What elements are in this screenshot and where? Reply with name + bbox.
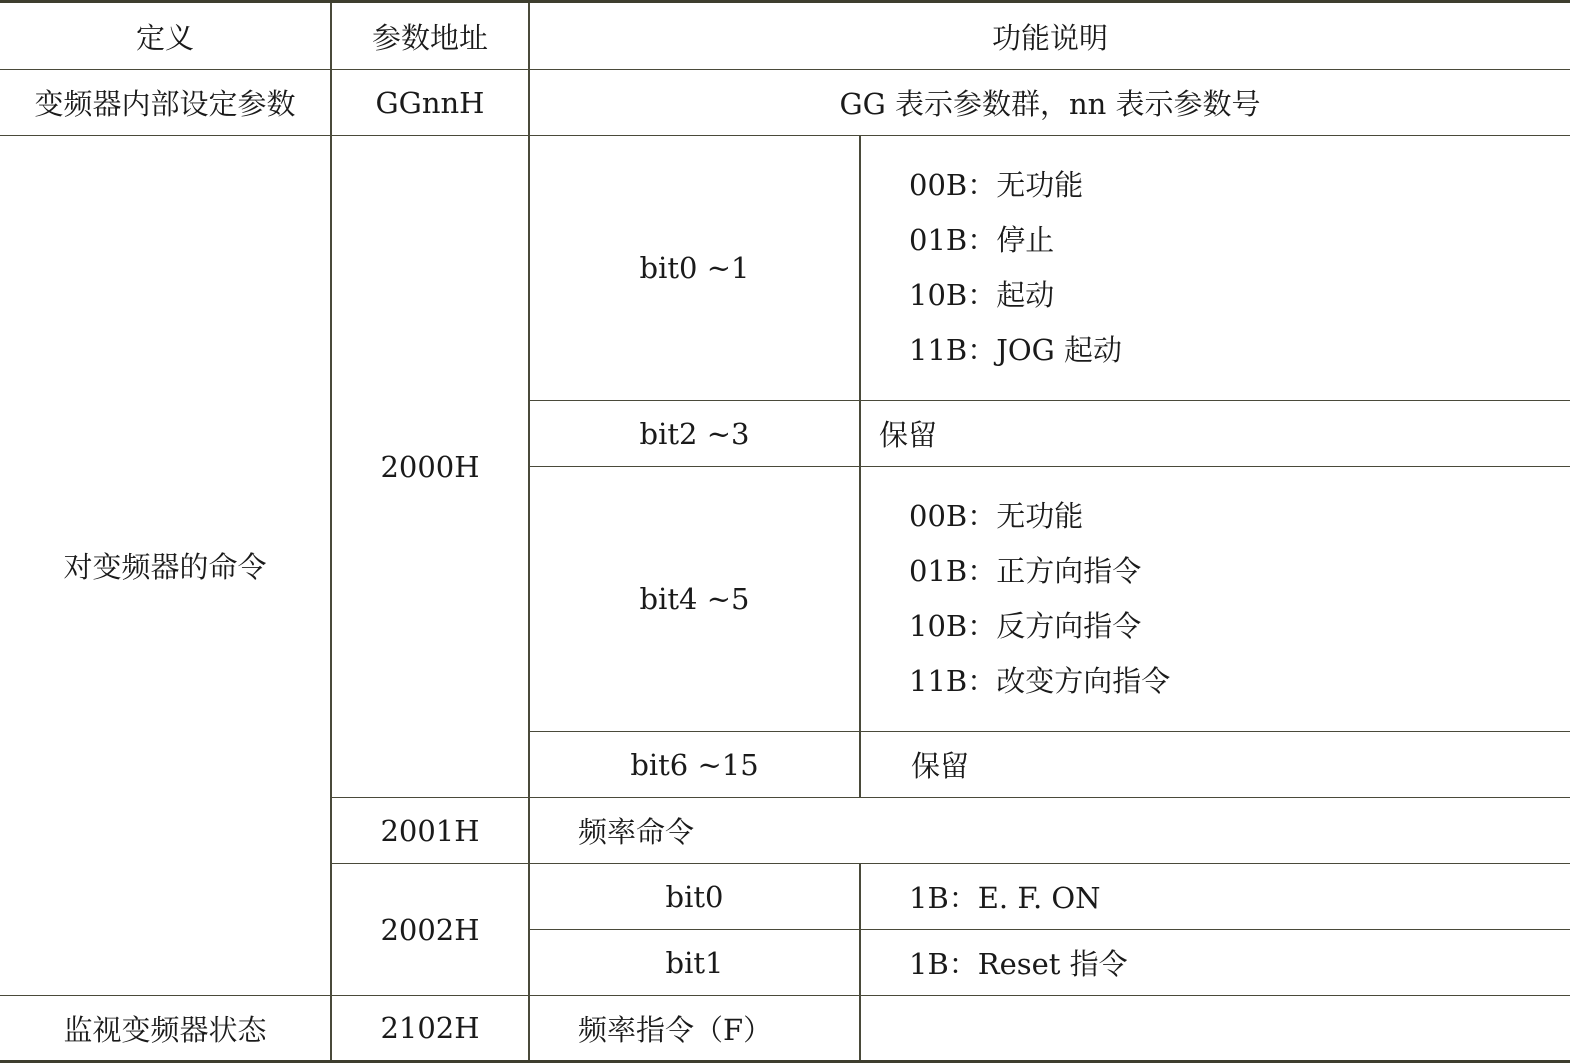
bit1-description: 1B：Reset 指令	[860, 930, 1570, 996]
bit-label-6-15: bit6 ~15	[529, 732, 860, 798]
row-internal-params	[0, 70, 1570, 136]
bit4-5-description	[860, 467, 1570, 732]
header-definition: 定义	[0, 2, 331, 70]
bit0-1-line-00b: 00B：无功能	[909, 168, 1084, 202]
row-bit0-1	[0, 136, 1570, 401]
frequency-instruction: 频率指令（F）	[529, 996, 860, 1062]
address-ggnnh: GGnnH	[331, 70, 529, 136]
header-row	[0, 2, 1570, 70]
bit6-15-description: 保留	[860, 732, 1570, 798]
bit0-1-description	[860, 136, 1570, 401]
bit0-description: 1B：E. F. ON	[860, 864, 1570, 930]
monitor-empty-cell	[860, 996, 1570, 1062]
header-function: 功能说明	[529, 2, 1570, 70]
bit0-1-line-11b: 11B：JOG 起动	[909, 333, 1122, 367]
bit0-1-lines	[909, 158, 1122, 378]
bit4-5-line-11b: 11B：改变方向指令	[909, 664, 1171, 698]
bit-label-0-1: bit0 ~1	[529, 136, 860, 401]
address-2102h: 2102H	[331, 996, 529, 1062]
address-2000h: 2000H	[331, 136, 529, 798]
bit-label-0: bit0	[529, 864, 860, 930]
frequency-command: 频率命令	[529, 798, 1570, 864]
address-2002h: 2002H	[331, 864, 529, 996]
bit2-3-description: 保留	[860, 401, 1570, 467]
bit4-5-line-10b: 10B：反方向指令	[909, 609, 1142, 643]
address-2001h: 2001H	[331, 798, 529, 864]
bit0-1-line-01b: 01B：停止	[909, 223, 1055, 257]
bit0-1-line-10b: 10B：起动	[909, 278, 1055, 312]
bit4-5-line-00b: 00B：无功能	[909, 499, 1084, 533]
bit4-5-line-01b: 01B：正方向指令	[909, 554, 1142, 588]
row-monitor	[0, 996, 1570, 1062]
definition-internal-params: 变频器内部设定参数	[0, 70, 331, 136]
bit-label-1: bit1	[529, 930, 860, 996]
bit-label-2-3: bit2 ~3	[529, 401, 860, 467]
header-address: 参数地址	[331, 2, 529, 70]
definition-command: 对变频器的命令	[0, 136, 331, 996]
definition-monitor: 监视变频器状态	[0, 996, 331, 1062]
function-internal-params: GG 表示参数群，nn 表示参数号	[529, 70, 1570, 136]
bit-label-4-5: bit4 ~5	[529, 467, 860, 732]
bit4-5-lines	[909, 489, 1170, 709]
